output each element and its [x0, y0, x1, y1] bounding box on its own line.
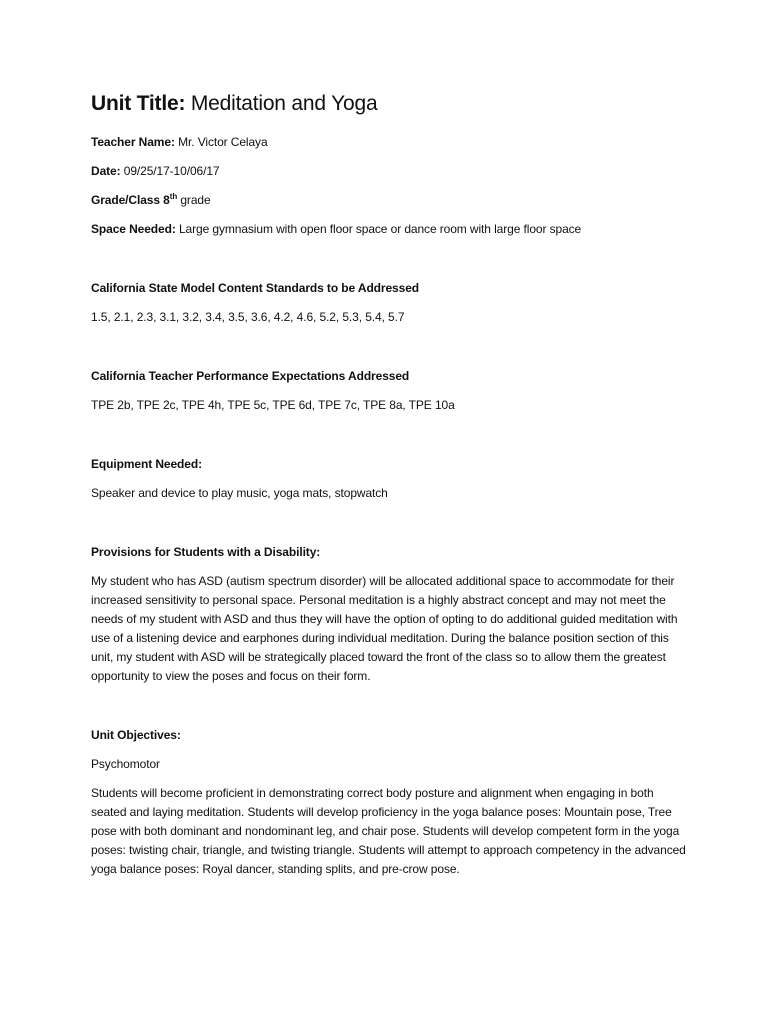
- grade-label: Grade/Class: [91, 193, 160, 207]
- teacher-name-value: Mr. Victor Celaya: [174, 135, 268, 149]
- space-needed-line: [91, 220, 691, 239]
- document-page: [91, 92, 691, 889]
- tpe-heading: California Teacher Performance Expectations Addressed: [91, 369, 410, 383]
- standards-list: 1.5, 2.1, 2.3, 3.1, 3.2, 3.4, 3.5, 3.6, 4.2, 4.6, 5.2, 5.3, 5.4, 5.7: [91, 310, 405, 324]
- standards-heading: California State Model Content Standards to be Addressed: [91, 281, 419, 295]
- objectives-heading: Unit Objectives:: [91, 728, 181, 742]
- grade-line: [91, 191, 691, 210]
- objectives-subheading: Psychomotor: [91, 757, 160, 771]
- date-value: 09/25/17-10/06/17: [120, 164, 220, 178]
- unit-title-label: Unit Title:: [91, 92, 186, 115]
- equipment-heading: Equipment Needed:: [91, 457, 202, 471]
- date-label: Date:: [91, 164, 121, 178]
- grade-number: 8: [159, 193, 170, 207]
- unit-title: [91, 92, 691, 116]
- grade-suffix: th: [169, 192, 178, 201]
- space-needed-label: Space Needed:: [91, 222, 176, 236]
- provisions-text: My student who has ASD (autism spectrum disorder) will be allocated additional space to accommodate for their increased sensitivity to personal space. Personal meditation is a highly abstract concept and may not meet the needs of my student with ASD and thus they will have the option of opting to do additional guided meditation with use of a listening device and earphones during individual meditation. During the balance position section of this unit, my student with ASD will be strategically placed toward the front of the class so to allow them the greatest opportunity to view the poses and focus on their form.: [91, 574, 678, 683]
- objectives-text: Students will become proficient in demonstrating correct body posture and alignment when engaging in both seated and laying meditation. Students will develop proficiency in the yoga balance poses: Mountain pose, Tree pose with both dominant and nondominant leg, and chair pose. Students will develop competent form in the yoga poses: twisting chair, triangle, and twisting triangle. Students will attempt to approach competency in the advanced yoga balance poses: Royal dancer, standing splits, and pre-crow pose.: [91, 786, 686, 876]
- teacher-name-line: [91, 133, 691, 152]
- teacher-name-label: Teacher Name:: [91, 135, 175, 149]
- space-needed-value: Large gymnasium with open floor space or dance room with large floor space: [175, 222, 582, 236]
- equipment-list: Speaker and device to play music, yoga mats, stopwatch: [91, 486, 388, 500]
- provisions-heading: Provisions for Students with a Disability:: [91, 545, 321, 559]
- unit-title-value: Meditation and Yoga: [185, 92, 378, 115]
- date-line: [91, 162, 691, 181]
- grade-rest: grade: [177, 193, 211, 207]
- tpe-list: TPE 2b, TPE 2c, TPE 4h, TPE 5c, TPE 6d, TPE 7c, TPE 8a, TPE 10a: [91, 398, 455, 412]
